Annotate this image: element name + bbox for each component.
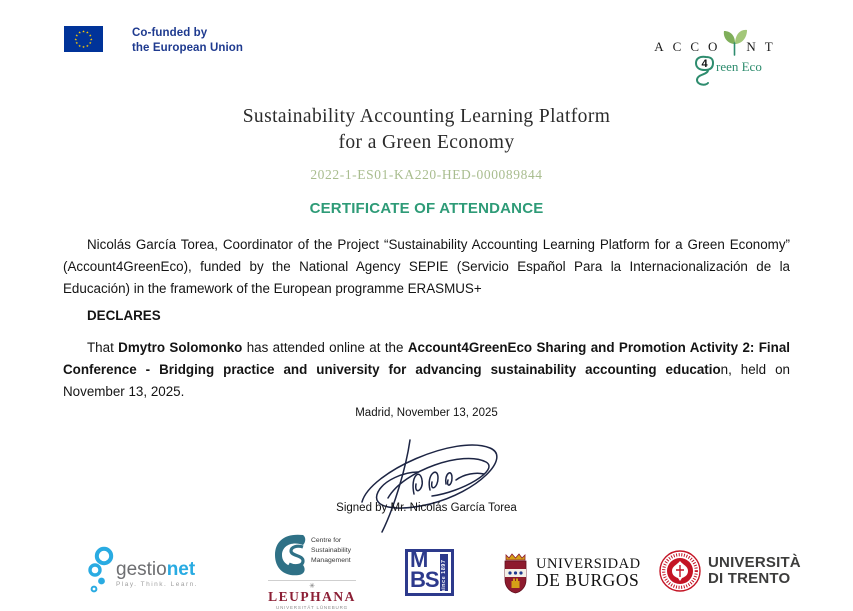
svg-text:★: ★: [75, 41, 79, 46]
svg-text:★: ★: [75, 33, 79, 38]
account-letters-nt: NT: [746, 39, 782, 54]
svg-text:★: ★: [89, 37, 93, 42]
project-code: 2022-1-ES01-KA220-HED-000089844: [310, 167, 543, 182]
attendee-name: Dmytro Solomonko: [118, 340, 243, 355]
csm-line3: Management: [310, 557, 351, 565]
csm-line1: Centre for: [310, 537, 342, 544]
account-letters-acco: ACCO: [654, 39, 727, 54]
mbs-letters-bs: BS: [410, 567, 439, 592]
leuphana-wordmark: LEUPHANA: [268, 589, 356, 604]
signed-by-label: Signed by Mr. Nicolás García Torea: [336, 502, 517, 514]
burgos-crest-icon: [502, 552, 529, 594]
burgos-logo: [502, 552, 641, 594]
svg-text:★: ★: [81, 29, 86, 34]
eu-flag-icon: [64, 26, 103, 52]
declares-label: DECLARES: [87, 308, 161, 323]
account-four: 4: [701, 58, 708, 70]
gestionet-name-gray: gestio: [116, 559, 167, 580]
project-title-line1: Sustainability Accounting Learning Platform: [242, 106, 611, 127]
mbs-logo: [405, 549, 454, 596]
trento-line1: UNIVERSITÀ: [708, 553, 801, 571]
csm-logo: [266, 533, 358, 577]
csm-mark-icon: [273, 533, 307, 577]
svg-text:★: ★: [78, 30, 82, 35]
certificate-heading: CERTIFICATE OF ATTENDANCE: [309, 200, 544, 217]
place-date: Madrid, November 13, 2025: [355, 407, 498, 419]
csm-line2: Sustainability: [310, 547, 352, 555]
mbs-since-label: since 1897: [441, 559, 447, 593]
gestionet-logo: [88, 546, 198, 593]
csm-leuphana-divider: [268, 580, 356, 581]
sprout-leaf-icon: [722, 28, 748, 56]
coordinator-paragraph: Nicolás García Torea, Coordinator of the Project “Sustainability Accounting Learning Platform for a Green Economy” (Account4GreenEco), funded by the National Agency SEPIE (Servicio Español Para la Internacionalización de la Educación) in the framework of the European programme ERASMUS+: [63, 237, 790, 296]
svg-text:★: ★: [74, 37, 78, 42]
mbs-letters: [410, 547, 439, 592]
attendance-seg5: n, held on November 13, 2025.: [63, 362, 790, 399]
trento-line2: DI TRENTO: [708, 570, 791, 587]
trento-seal-icon: [659, 550, 701, 592]
svg-text:★: ★: [88, 41, 92, 46]
gestionet-circles-icon: [88, 546, 114, 593]
gestionet-name-blue: net: [166, 559, 196, 580]
eu-cofunded-line1: Co-funded by: [132, 27, 208, 39]
attendance-paragraph: [63, 337, 790, 403]
leuphana-subtitle: UNIVERSITÄT LÜNEBURG: [276, 604, 348, 610]
trento-text: [708, 555, 801, 588]
svg-text:★: ★: [85, 30, 89, 35]
eu-cofunded-line2: the European Union: [132, 41, 244, 54]
mbs-letter-m: M: [410, 547, 428, 572]
mbs-strip: [440, 554, 448, 591]
project-title-line2: for a Green Economy: [338, 132, 515, 153]
attendance-seg1: That: [87, 340, 119, 355]
burgos-line1: UNIVERSIDAD: [536, 556, 641, 572]
account-logo-wordmark: [648, 28, 788, 55]
event-name: Account4GreenEco Sharing and Promotion Activity 2: Final Conference - Bridging practice and university for advancing sustainability accounting educatio: [63, 340, 790, 377]
attendance-seg3: has attended online at the: [242, 340, 408, 355]
svg-text:★: ★: [81, 45, 86, 50]
gestionet-tagline: Play. Think. Learn.: [116, 581, 199, 588]
trento-logo: [659, 550, 801, 592]
account-logo-green-eco: [694, 54, 788, 94]
leuphana-star-icon: ✳: [309, 583, 315, 590]
svg-text:★: ★: [88, 33, 92, 38]
stylized-g-icon: [694, 54, 718, 94]
svg-text:★: ★: [85, 44, 89, 49]
eu-cofunded-logo: [64, 26, 243, 56]
svg-text:★: ★: [78, 44, 82, 49]
gestionet-wordmark: [116, 560, 198, 589]
csm-text: [311, 536, 351, 567]
eu-cofunded-text: [132, 26, 243, 56]
burgos-text: [536, 557, 641, 589]
csm-leuphana-logo: [266, 533, 358, 610]
green-eco-label: reen Eco: [716, 59, 762, 74]
burgos-line2: DE BURGOS: [536, 569, 640, 590]
project-title: [0, 104, 853, 156]
signature-image: [352, 424, 512, 534]
account4greeneco-logo: [648, 28, 788, 94]
